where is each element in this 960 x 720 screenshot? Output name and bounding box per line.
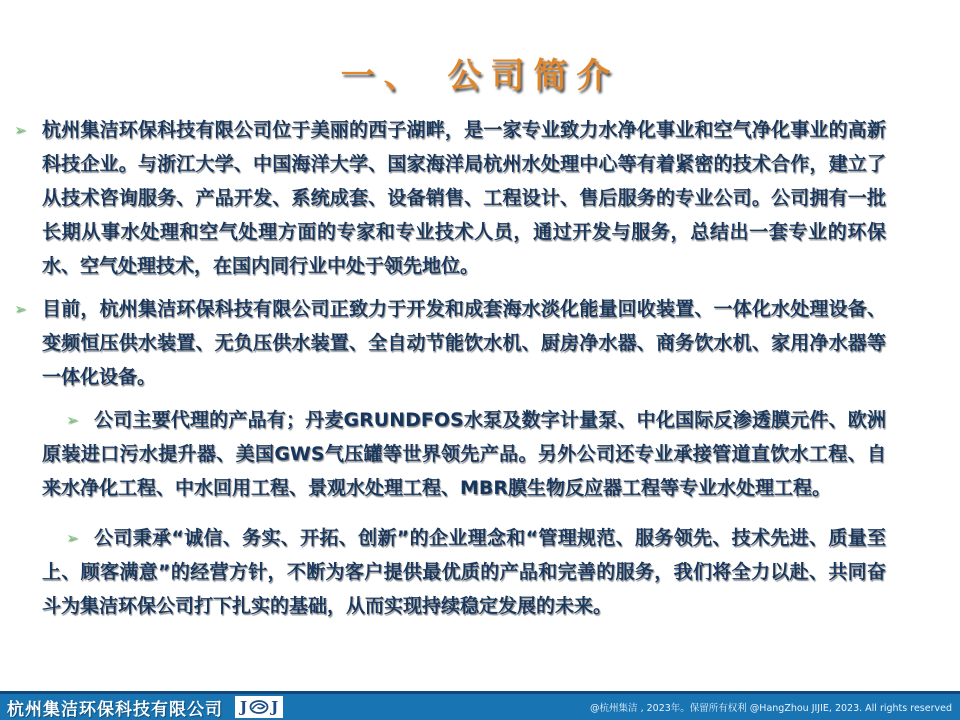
- bullet-paragraph-products: [14, 292, 886, 394]
- paragraph-text: 公司秉承“诚信、务实、开拓、创新”的企业理念和“管理规范、服务领先、技术先进、质量至上、顾客满意”的经营方针，不断为客户提供最优质的产品和完善的服务，我们将全力以赴、共同奋斗为集洁环保公司打下扎实的基础，从而实现持续稳定发展的未来。: [42, 527, 886, 617]
- arrow-bullet-icon: ➢: [14, 121, 27, 139]
- bullet-paragraph-company-intro: [14, 113, 886, 283]
- logo-letter-right: J: [271, 698, 279, 716]
- logo-letter-left: J: [240, 698, 248, 716]
- footer-copyright: @杭州集洁 , 2023年。保留所有权利 @HangZhou JIJIE, 2023. All rights reserved: [590, 703, 952, 714]
- arrow-bullet-icon: ➢: [66, 411, 79, 429]
- slide-body: [14, 113, 886, 623]
- paragraph-text: 目前，杭州集洁环保科技有限公司正致力于开发和成套海水淡化能量回收装置、一体化水处理设备、变频恒压供水装置、无负压供水装置、全自动节能饮水机、厨房净水器、商务饮水机、家用净水器等一体化设备。: [42, 298, 886, 388]
- arrow-bullet-icon: ➢: [66, 529, 79, 547]
- bullet-paragraph-philosophy: [42, 521, 886, 623]
- paragraph-text: 公司主要代理的产品有；丹麦GRUNDFOS水泵及数字计量泵、中化国际反渗透膜元件、欧洲原装进口污水提升器、美国GWS气压罐等世界领先产品。另外公司还专业承接管道直饮水工程、自来水净化工程、中水回用工程、景观水处理工程、MBR膜生物反应器工程等专业水处理工程。: [42, 409, 886, 499]
- page-title: 一、 公司简介: [340, 56, 620, 96]
- paragraph-text: 杭州集洁环保科技有限公司位于美丽的西子湖畔，是一家专业致力水净化事业和空气净化事业的高新科技企业。与浙江大学、中国海洋大学、国家海洋局杭州水处理中心等有着紧密的技术合作，建立了从技术咨询服务、产品开发、系统成套、设备销售、工程设计、售后服务的专业公司。公司拥有一批长期从事水处理和空气处理方面的专家和专业技术人员，通过开发与服务，总结出一套专业的环保水、空气处理技术，在国内同行业中处于领先地位。: [42, 119, 886, 277]
- company-logo: [235, 696, 283, 718]
- swirl-icon: [249, 699, 269, 715]
- footer-bar: [0, 691, 960, 720]
- arrow-bullet-icon: ➢: [14, 300, 27, 318]
- bullet-paragraph-agency: [42, 403, 886, 505]
- footer-company-name: 杭州集洁环保科技有限公司: [7, 699, 223, 720]
